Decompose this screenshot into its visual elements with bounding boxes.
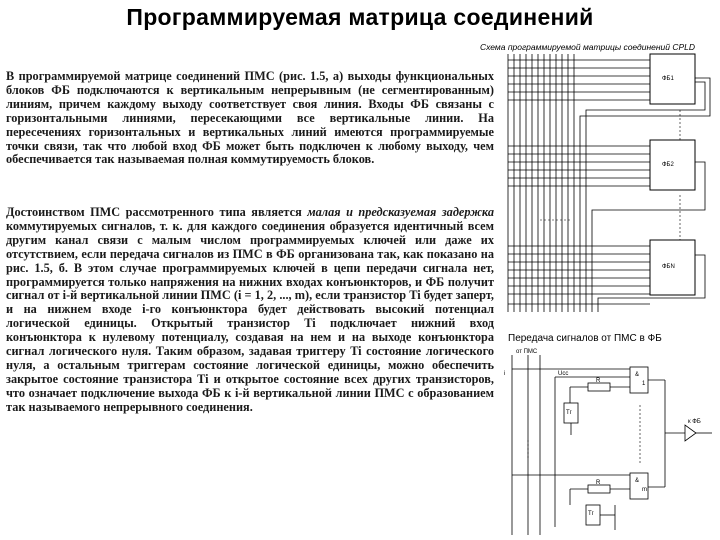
trigger-label-top: Тг [566,410,572,416]
cpld-diagram-caption: Схема программируемой матрицы соединений CPLD [480,42,696,52]
signal-transfer-diagram [500,345,715,540]
resistor-label-top: R [596,378,601,384]
fb2-label: ФБ2 [662,162,674,168]
gate-index-bottom: m [642,487,647,493]
paragraph-text-rest: коммутируемых сигналов, т. к. для каждого соединения образуется идентичный всем другим канал связи с малым числом программируемых ключей или даже их отсутствием, если передача сигналов из ПМС в ФБ организована так, как показано на рис. 1.5, б. В этом случае программируемых ключей в цепи передачи сигнала нет, программируется только напряжения на нижних входах конъюнкторов, и ФБ получит сигнал от i-й вертикальной линии ПМС (i = 1, 2, ..., m), если транзистор Ti будет заперт, и на нижнем входе i-го конъюнктора будет действовать высокий потенциал логической единицы. Открытый транзистор Ti подключает нижний вход конъюнктора к нулевому потенциалу, создавая на нем и на выходе конъюнктора сигнал логического нуля. Таким образом, задавая триггеру Ti состояние логического нуля, а остальным триггерам состояние логической единицы, можно обеспечить закрытое состояние транзистора Ti и открытое состояние всех других транзисторов, что означает подключение выхода ФБ к i-й вертикальной линии ПМС с образованием так называемого непрерывного соединения. [6,218,494,414]
fb1-label: ФБ1 [662,76,674,82]
to-fb-label: к ФБ [688,419,701,425]
paragraph-advantages [6,206,494,415]
trigger-label-bottom: Тг [588,511,594,517]
fbn-label: ФБN [662,264,675,270]
and-gate-label-top: & [635,372,640,378]
from-pms-label: от ПМС [516,349,538,355]
ucc-label: Ucc [558,371,569,377]
transfer-diagram-caption: Передача сигналов от ПМС в ФБ [508,333,662,344]
cpld-matrix-diagram [500,50,715,330]
and-gate-label-bottom: & [635,478,640,484]
line-index-label: i [504,371,506,377]
paragraph-programmable-matrix: В программируемой матрице соединений ПМС (рис. 1.5, а) выходы функциональных блоков ФБ подключаются к вертикальным непрерывным (не сегментированным) линиям, причем каждому выходу соответствует своя линия. Входы ФБ связаны с горизонтальными линиями, пересекающими все вертикальные линии. На пересечениях горизонтальных и вертикальных линий имеются программируемые точки связи, так что любой вход ФБ может быть подключен к любому выходу, чем обеспечивается так называемая полная коммутируемость блоков. [6,69,494,167]
paragraph-text-start: Достоинством ПМС рассмотренного типа является [6,205,308,219]
resistor-label-bottom: R [596,480,601,486]
gate-index-top: 1 [642,381,646,387]
slide-title: Программируемая матрица соединений [126,4,594,30]
paragraph-emphasis: малая и предсказуемая задержка [307,205,495,219]
